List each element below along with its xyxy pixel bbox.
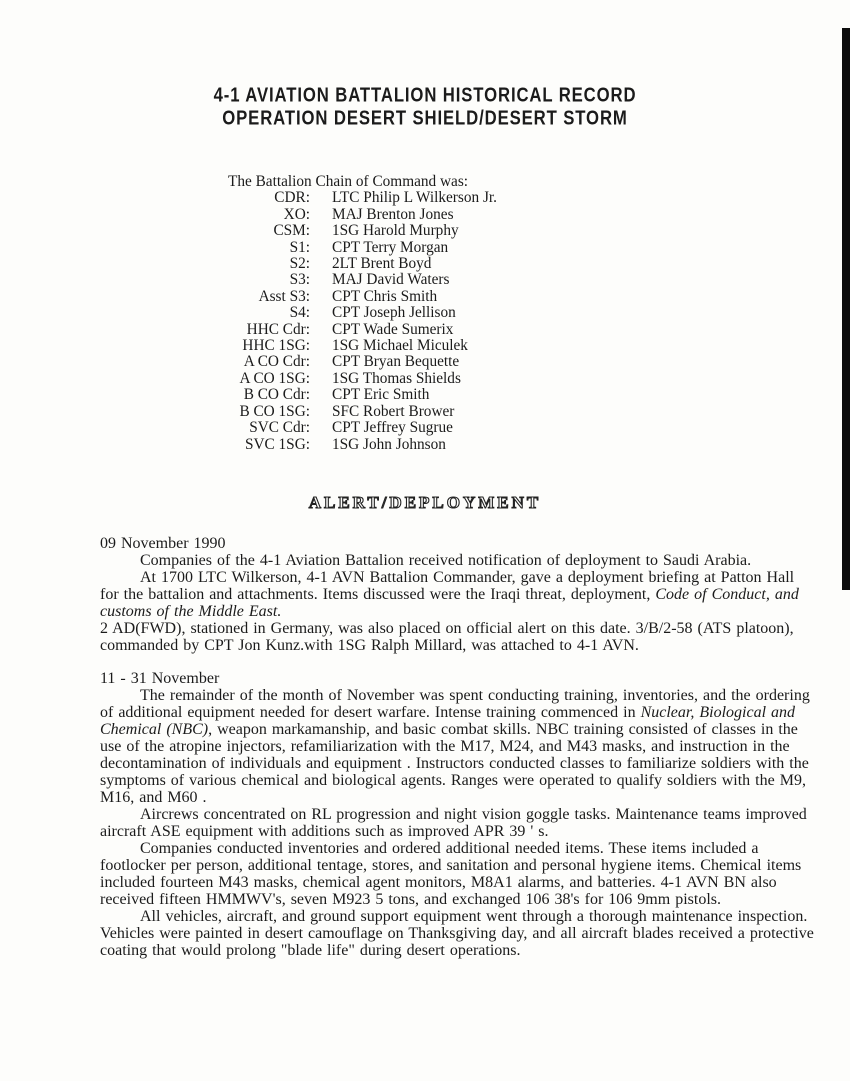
chain-person-name: MAJ David Waters [332,271,450,289]
paragraph-run: , weapon markamanship, and basic combat skills. NBC training consisted of classes in the use of the atropine injectors, refamiliarization with the M17, M24, and M43 masks, and instruction in the decontamination of individuals and equipment . Instructors conducted classes to familiarize soldiers with the symptoms of various chemical and biological agents. Ranges were operated to qualify soldiers with the M9, M16, and M60 . [100,720,809,806]
chain-role-label: SVC Cdr: [249,419,310,437]
date-heading: 09 November 1990 [100,534,226,552]
paragraph [100,840,814,908]
paragraph [100,806,814,840]
chain-role-label: B CO Cdr: [243,386,310,404]
chain-person-name: MAJ Brenton Jones [332,205,454,223]
chain-role-label: HHC Cdr: [246,320,310,338]
chain-role-label: XO: [283,205,310,223]
chain-row [100,387,850,403]
chain-row [100,207,850,223]
chain-row [100,437,850,453]
chain-row [100,404,850,420]
chain-row [100,371,850,387]
chain-person-name: LTC Philip L Wilkerson Jr. [332,189,497,207]
paragraph-run: Companies conducted inventories and ordered additional needed items. These items included a footlocker per person, additional tentage, stores, and sanitation and personal hygiene items. Chemical items included fourteen M43 masks, chemical agent monitors, M8A1 alarms, and batteries. 4-1 AVN BN also received fifteen HMMWV's, seven M923 5 tons, and exchanged 106 38's for 106 9mm pistols. [100,839,802,908]
paragraph-run: Companies of the 4-1 Aviation Battalion received notification of deployment to Saudi Arabia. [140,551,752,569]
chain-row [100,256,850,272]
chain-row [100,272,850,288]
chain-row [100,354,850,370]
alert-deployment-heading: ALERT/DEPLOYMENT [308,492,542,512]
paragraph [100,687,814,806]
paragraph-run-italic: Code of Conduct, and customs of the Middle East. [100,585,799,620]
chain-person-name: CPT Terry Morgan [332,238,449,256]
chain-role-label: HHC 1SG: [242,337,310,355]
paragraph [100,569,814,620]
chain-role-label: S3: [289,271,310,289]
chain-person-name: CPT Bryan Bequette [332,353,460,371]
body-section [100,670,814,959]
document-title [0,0,850,130]
paragraph [100,908,814,959]
chain-heading: The Battalion Chain of Command was: [228,173,469,190]
paragraph-run: Aircrews concentrated on RL progression and night vision goggle tasks. Maintenance teams improved aircraft ASE equipment with additions such as improved APR 39 ' s. [100,805,807,840]
chain-row [100,322,850,338]
chain-row [100,240,850,256]
paragraph-run: All vehicles, aircraft, and ground support equipment went through a thorough maintenance inspection. Vehicles were painted in desert camouflage on Thanksgiving day, and all aircraft blades received a protective coating that would prolong "blade life" during desert operations. [100,907,814,959]
title-line-1: 4-1 AVIATION BATTALION HISTORICAL RECORD [213,84,637,107]
chain-person-name: 2LT Brent Boyd [332,255,432,273]
paragraph-run: 2 AD(FWD), stationed in Germany, was also placed on official alert on this date. 3/B/2-58 (ATS platoon), commanded by CPT Jon Kunz.with 1SG Ralph Millard, was attached to 4-1 AVN. [100,619,794,654]
chain-role-label: S4: [289,304,310,322]
chain-person-name: CPT Eric Smith [332,386,430,404]
chain-row [100,190,850,206]
chain-role-label: A CO Cdr: [243,353,310,371]
chain-of-command [0,174,850,453]
body-section [100,535,814,654]
document-body [100,535,814,959]
date-heading: 11 - 31 November [100,669,220,687]
chain-role-label: S1: [289,238,310,256]
chain-row [100,420,850,436]
chain-person-name: CPT Chris Smith [332,287,438,305]
chain-row [100,338,850,354]
chain-person-name: 1SG Thomas Shields [332,369,461,387]
chain-person-name: 1SG Michael Miculek [332,337,468,355]
paragraph [100,552,814,569]
chain-person-name: CPT Wade Sumerix [332,320,454,338]
chain-person-name: 1SG Harold Murphy [332,222,459,240]
chain-person-name: CPT Joseph Jellison [332,304,456,322]
chain-role-label: B CO 1SG: [239,402,310,420]
chain-role-label: A CO 1SG: [239,369,310,387]
chain-role-label: CDR: [274,189,310,207]
chain-list [100,190,850,453]
chain-row [100,305,850,321]
scan-artifact-bar [842,28,850,590]
chain-row [100,223,850,239]
chain-role-label: Asst S3: [258,287,310,305]
chain-role-label: CSM: [273,222,310,240]
chain-person-name: 1SG John Johnson [332,435,446,453]
chain-person-name: SFC Robert Brower [332,402,455,420]
title-line-2: OPERATION DESERT SHIELD/DESERT STORM [222,107,628,130]
chain-role-label: S2: [289,255,310,273]
chain-person-name: CPT Jeffrey Sugrue [332,419,453,437]
paragraph-run-italic: Nuclear, Biological and Chemical (NBC) [100,703,796,738]
chain-role-label: SVC 1SG: [244,435,310,453]
paragraph-run: The remainder of the month of November was spent conducting training, inventories, and the ordering of additional equipment needed for desert warfare. Intense training commenced in [100,686,810,721]
paragraph-run: At 1700 LTC Wilkerson, 4-1 AVN Battalion Commander, gave a deployment briefing at Patton Hall for the battalion and attachments. Items discussed were the Iraqi threat, deployment, [100,568,795,603]
chain-row [100,289,850,305]
paragraph [100,620,814,654]
